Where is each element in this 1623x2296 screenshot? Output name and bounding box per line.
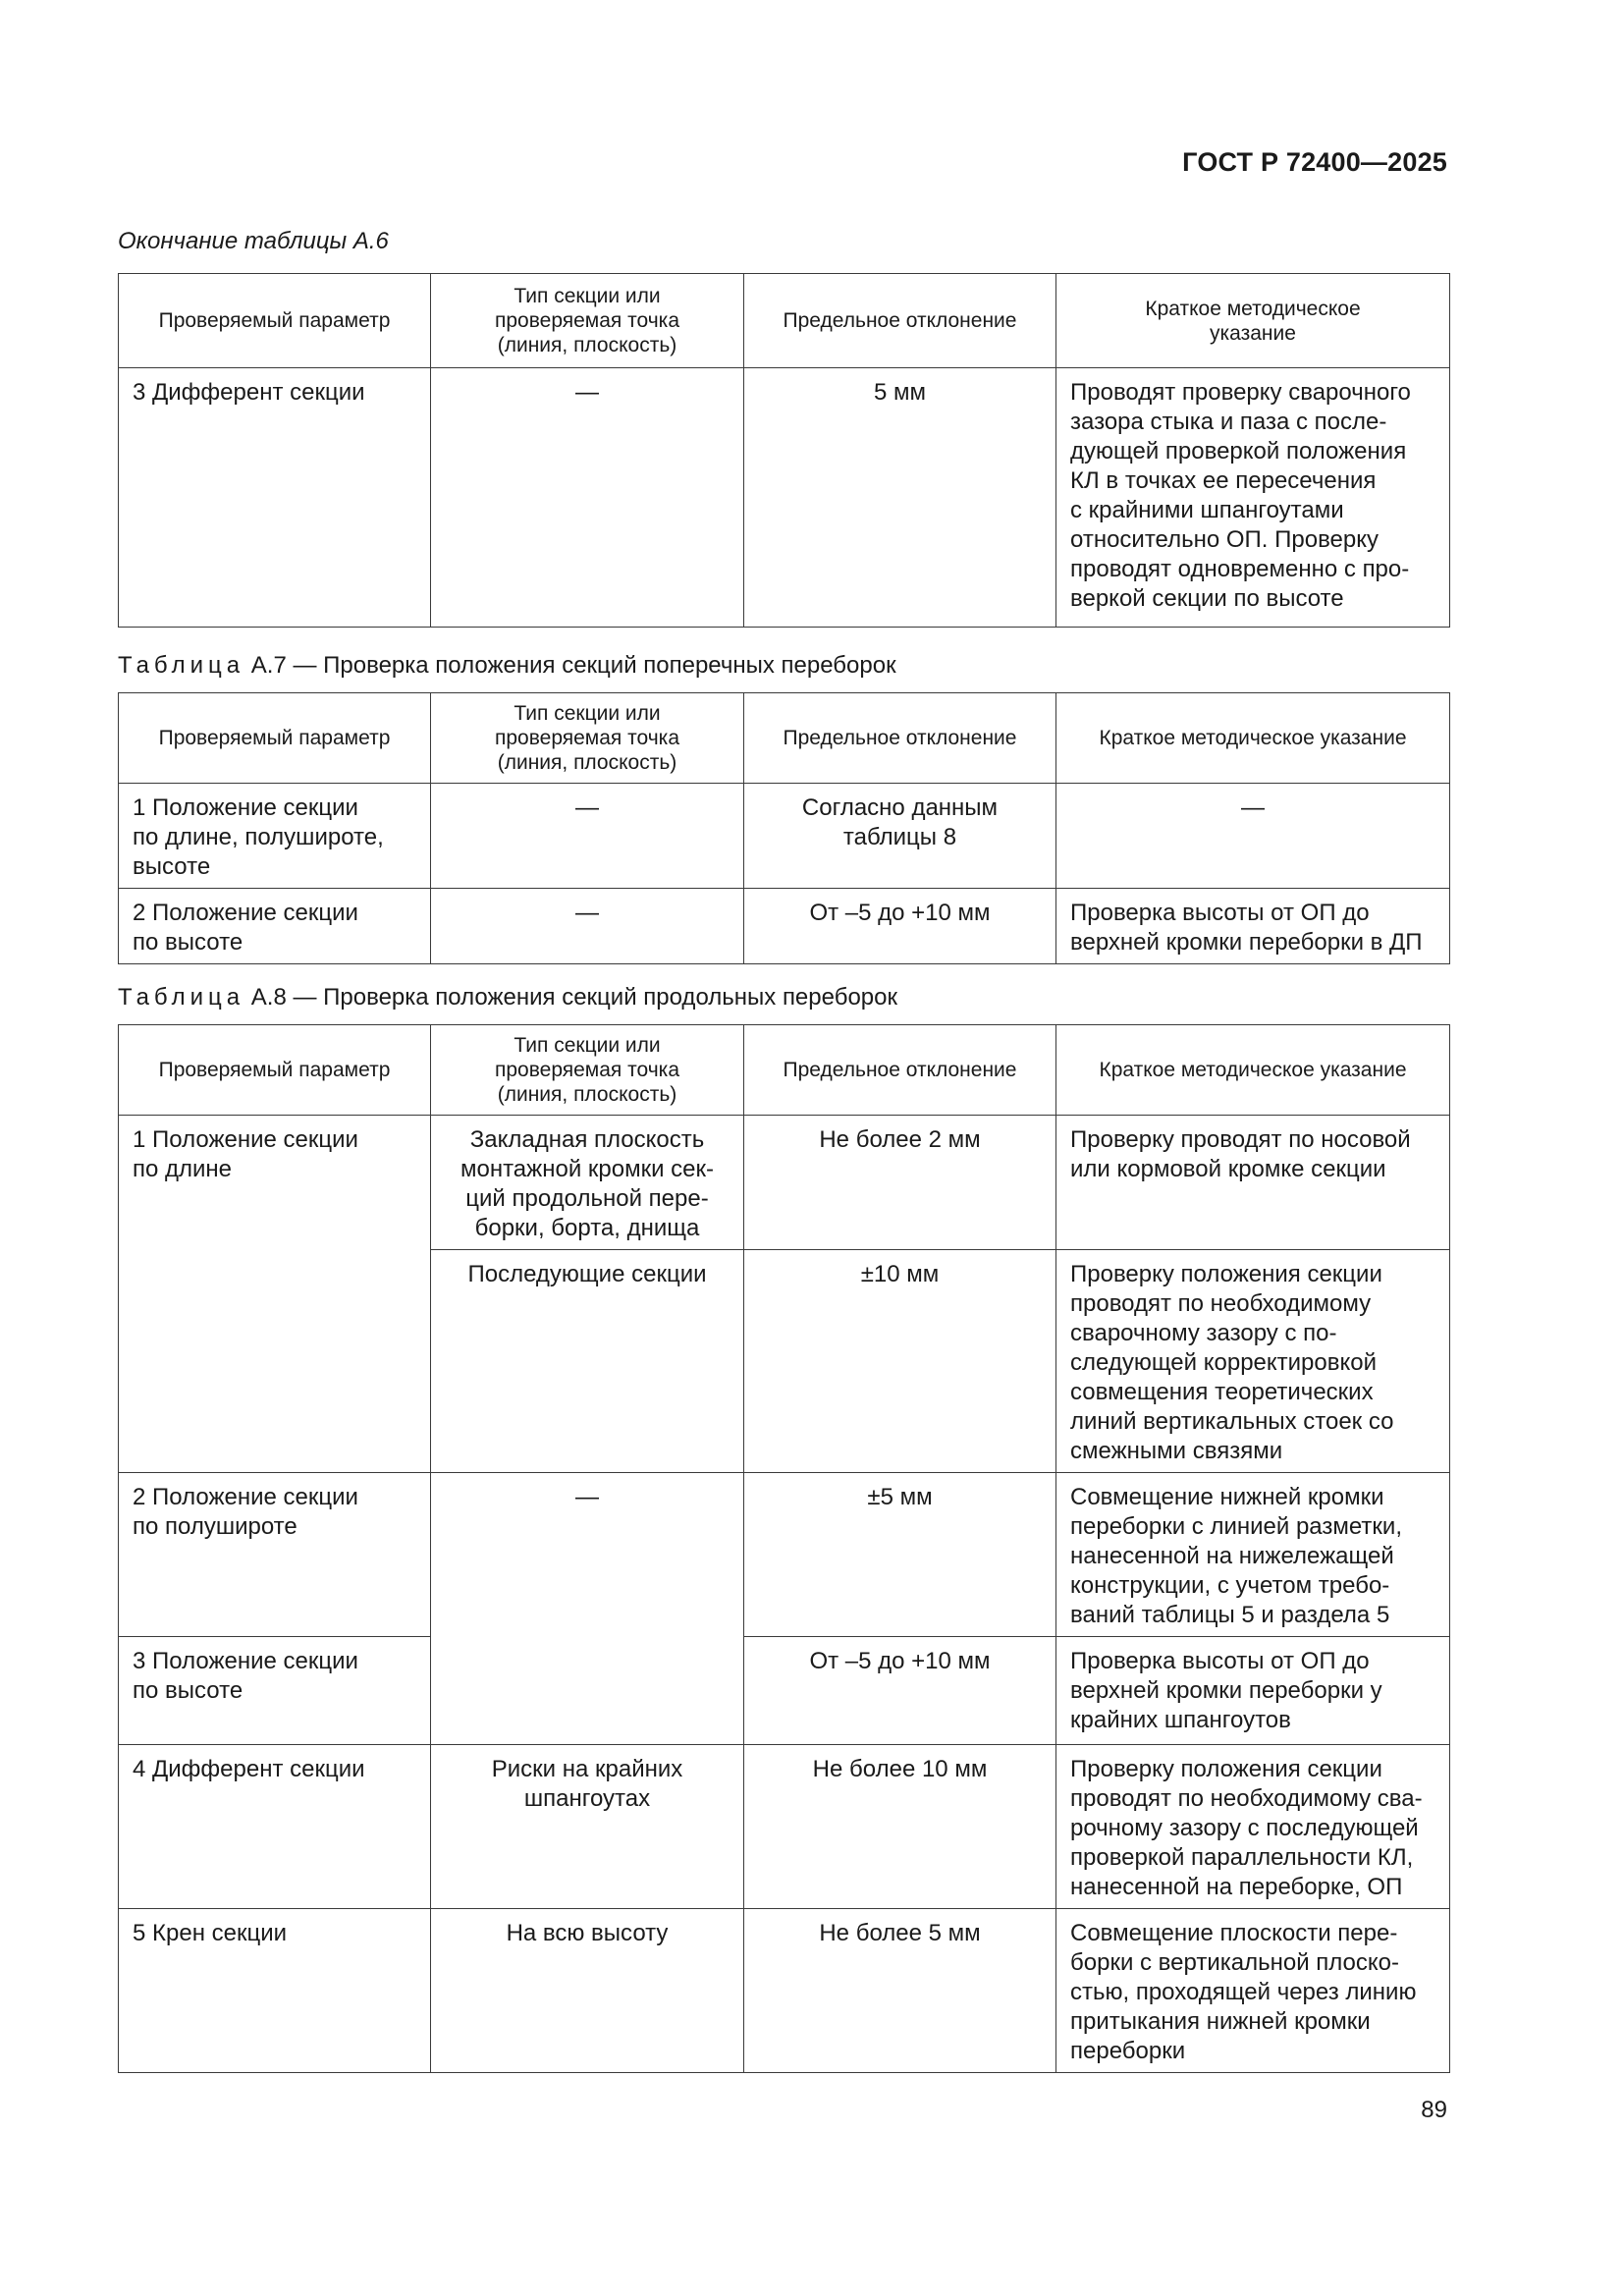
- cell-deviation: Не более 5 мм: [744, 1909, 1056, 2073]
- table-a7-caption-word: Таблица: [118, 652, 245, 679]
- header-deviation: Предельное отклонение: [744, 693, 1056, 784]
- cell-parameter: 2 Положение секции по полушироте: [119, 1473, 431, 1637]
- cell-deviation: Не более 2 мм: [744, 1116, 1056, 1250]
- cell-deviation: Не более 10 мм: [744, 1745, 1056, 1909]
- cell-parameter: 3 Положение секции по высоте: [119, 1637, 431, 1745]
- table-a7-caption: [118, 652, 896, 680]
- header-method-note: Краткое методическое указание: [1056, 1025, 1450, 1116]
- table-row: [119, 1637, 1450, 1745]
- table-a7-caption-text: А.7 — Проверка положения секций поперечных переборок: [244, 652, 896, 679]
- header-parameter: Проверяемый параметр: [119, 693, 431, 784]
- header-method-note: Краткое методическое указание: [1056, 274, 1450, 368]
- table-row: [119, 1473, 1450, 1637]
- cell-method-note: —: [1056, 784, 1450, 889]
- cell-section-type: Риски на крайних шпангоутах: [431, 1745, 744, 1909]
- table-row: [119, 1745, 1450, 1909]
- header-section-type: Тип секции или проверяемая точка (линия, плоскость): [431, 1025, 744, 1116]
- cell-parameter: 4 Дифферент секции: [119, 1745, 431, 1909]
- header-section-type: Тип секции или проверяемая точка (линия, плоскость): [431, 274, 744, 368]
- cell-section-type: —: [431, 784, 744, 889]
- cell-section-type: Последующие секции: [431, 1250, 744, 1473]
- cell-deviation: От –5 до +10 мм: [744, 889, 1056, 964]
- cell-section-type: На всю высоту: [431, 1909, 744, 2073]
- header-parameter: Проверяемый параметр: [119, 1025, 431, 1116]
- cell-method-note: Совмещение нижней кромки переборки с линией разметки, нанесенной на нижележащей конструкции, с учетом требо- ваний таблицы 5 и раздела 5: [1056, 1473, 1450, 1637]
- table-a6-caption: Окончание таблицы А.6: [118, 228, 389, 254]
- table-header-row: [119, 693, 1450, 784]
- cell-method-note: Проверка высоты от ОП до верхней кромки переборки у крайних шпангоутов: [1056, 1637, 1450, 1745]
- cell-method-note: Проверка высоты от ОП до верхней кромки переборки в ДП: [1056, 889, 1450, 964]
- header-parameter: Проверяемый параметр: [119, 274, 431, 368]
- cell-deviation: ±10 мм: [744, 1250, 1056, 1473]
- cell-deviation: ±5 мм: [744, 1473, 1056, 1637]
- table-header-row: [119, 1025, 1450, 1116]
- cell-method-note: Проверку положения секции проводят по необходимому сва- рочному зазору с последующей проверкой параллельности КЛ, нанесенной на переборке, ОП: [1056, 1745, 1450, 1909]
- cell-section-type: —: [431, 368, 744, 628]
- cell-method-note: Совмещение плоскости пере- борки с вертикальной плоско- стью, проходящей через линию притыкания нижней кромки переборки: [1056, 1909, 1450, 2073]
- table-a6: [118, 273, 1450, 628]
- cell-parameter: 2 Положение секции по высоте: [119, 889, 431, 964]
- cell-deviation: Согласно данным таблицы 8: [744, 784, 1056, 889]
- header-section-type: Тип секции или проверяемая точка (линия, плоскость): [431, 693, 744, 784]
- cell-deviation: От –5 до +10 мм: [744, 1637, 1056, 1745]
- cell-method-note: Проверку положения секции проводят по необходимому сварочному зазору с по- следующей корректировкой совмещения теоретических линий вертикальных стоек со смежными связями: [1056, 1250, 1450, 1473]
- cell-parameter: 3 Дифферент секции: [119, 368, 431, 628]
- page-number: 89: [1421, 2097, 1447, 2123]
- table-row: [119, 784, 1450, 889]
- table-a8-caption: [118, 984, 897, 1011]
- cell-parameter: 1 Положение секции по длине, полушироте, высоте: [119, 784, 431, 889]
- cell-parameter: 1 Положение секции по длине: [119, 1116, 431, 1473]
- table-row: [119, 1909, 1450, 2073]
- cell-section-type: Закладная плоскость монтажной кромки сек- ций продольной пере- борки, борта, днища: [431, 1116, 744, 1250]
- header-deviation: Предельное отклонение: [744, 274, 1056, 368]
- cell-method-note: Проверку проводят по носовой или кормовой кромке секции: [1056, 1116, 1450, 1250]
- table-row: [119, 368, 1450, 628]
- table-a8-caption-word: Таблица: [118, 984, 245, 1011]
- table-a8: [118, 1024, 1450, 2073]
- table-a8-caption-text: А.8 — Проверка положения секций продольных переборок: [244, 984, 897, 1011]
- cell-method-note: Проводят проверку сварочного зазора стыка и паза с после- дующей проверкой положения КЛ в точках ее пересечения с крайними шпангоутами относительно ОП. Проверку проводят одновременно с про- веркой секции по высоте: [1056, 368, 1450, 628]
- cell-deviation: 5 мм: [744, 368, 1056, 628]
- document-code: ГОСТ Р 72400—2025: [1182, 147, 1447, 177]
- cell-section-type: —: [431, 1473, 744, 1745]
- table-row: [119, 1116, 1450, 1250]
- table-a7: [118, 692, 1450, 964]
- table-header-row: [119, 274, 1450, 368]
- header-deviation: Предельное отклонение: [744, 1025, 1056, 1116]
- cell-section-type: —: [431, 889, 744, 964]
- cell-parameter: 5 Крен секции: [119, 1909, 431, 2073]
- header-method-note: Краткое методическое указание: [1056, 693, 1450, 784]
- table-row: [119, 889, 1450, 964]
